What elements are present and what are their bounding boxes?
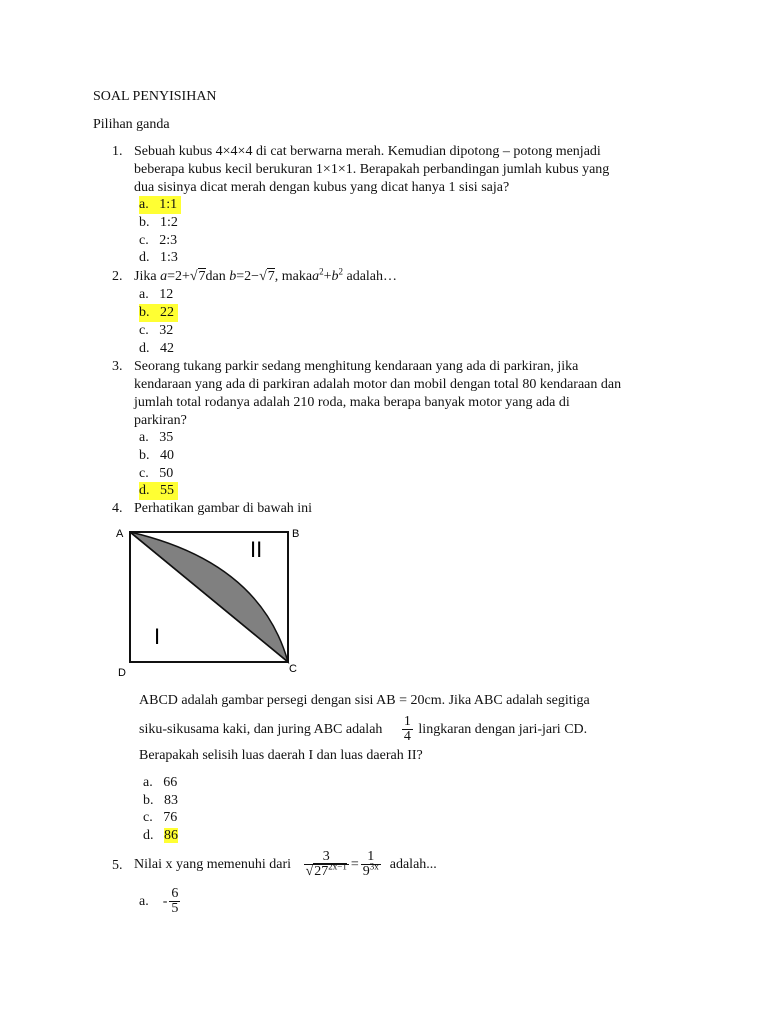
region-label-2: II [250,537,263,562]
q2-option-a: a. 12 [139,287,174,302]
square-figure [110,522,310,682]
q1-option-c: c. 2:3 [139,233,178,248]
q2-option-c: c. 32 [139,323,174,338]
q3-option-b: b. 40 [139,448,174,463]
q5-statement: Nilai x yang memenuhi dari $\frac{3}{√27^{2x-1}}$ = $\frac{1}{9^{3x}}$ adalah... [134,849,437,880]
q4-prompt: Perhatikan gambar di bawah ini [134,501,313,516]
q4-line-1: ABCD adalah gambar persegi dengan sisi AB = 20cm. Jika ABC adalah segitiga [139,693,590,708]
q5-option-a: a. - $\frac{6}{5}$ [139,886,179,917]
q2-statement: Jika a=2+√7dan b=2−√7, $makaa^2+b^2$ adalah… [134,266,398,284]
q3-line-3: jumlah total rodanya adalah 210 roda, maka berapa banyak motor yang ada di [134,395,570,410]
q3-number: 3. [112,359,123,374]
q1-line-3: dua sisinya dicat merah dengan kubus yang dicat hanya 1 sisi saja? [134,180,510,195]
q5-lhs-fraction: $\frac{3}{√27^{2x-1}}$ [305,849,347,880]
region-label-1: I [154,624,161,649]
corner-label-c: C [289,663,297,675]
q2-option-b: b. 22 [139,304,178,322]
q4-option-c: c. 76 [143,810,178,825]
q1-line-1: Sebuah kubus 4×4×4 di cat berwarna merah. Kemudian dipotong – potong menjadi [134,144,601,159]
q4-number: 4. [112,501,123,516]
q3-option-d: d. 55 [139,482,178,500]
q1-option-a: a. 1:1 [139,196,181,214]
section-label: Pilihan ganda [93,117,170,132]
q3-line-2: kendaraan yang ada di parkiran adalah motor dan mobil dengan total 80 kendaraan dan [134,377,622,392]
q4-line-3: Berapakah selisih luas daerah I dan luas daerah II? [139,748,423,763]
q2-option-d: d. 42 [139,341,174,356]
q2-number: 2. [112,269,123,284]
q3-option-c: c. 50 [139,466,174,481]
q5-number: 5. [112,858,123,873]
q1-number: 1. [112,144,123,159]
q3-option-a: a. 35 [139,430,174,445]
q4-option-a: a. 66 [143,775,178,790]
q4-option-b: b. 83 [143,793,178,808]
corner-label-a: A [116,528,124,540]
q3-line-1: Seorang tukang parkir sedang menghitung kendaraan yang ada di parkiran, jika [134,359,579,374]
q1-option-b: b. 1:2 [139,215,178,230]
fraction-one-quarter: $\frac{1}{4}$ [403,714,411,745]
q4-line-2: siku-sikusama kaki, dan juring ABC adalah $\frac{1}{4}$ lingkaran dengan jari-jari CD. [139,714,588,745]
corner-label-b: B [292,528,300,540]
q1-line-2: beberapa kubus kecil berukuran 1×1×1. Berapakah perbandingan jumlah kubus yang [134,162,610,177]
q3-line-4: parkiran? [134,413,187,428]
q5-rhs-fraction: $\frac{1}{9^{3x}}$ [362,849,379,880]
q1-option-d: d. 1:3 [139,250,178,265]
document-title: SOAL PENYISIHAN [93,89,217,104]
corner-label-d: D [118,667,126,679]
q4-option-d: d. 86 [143,828,178,843]
